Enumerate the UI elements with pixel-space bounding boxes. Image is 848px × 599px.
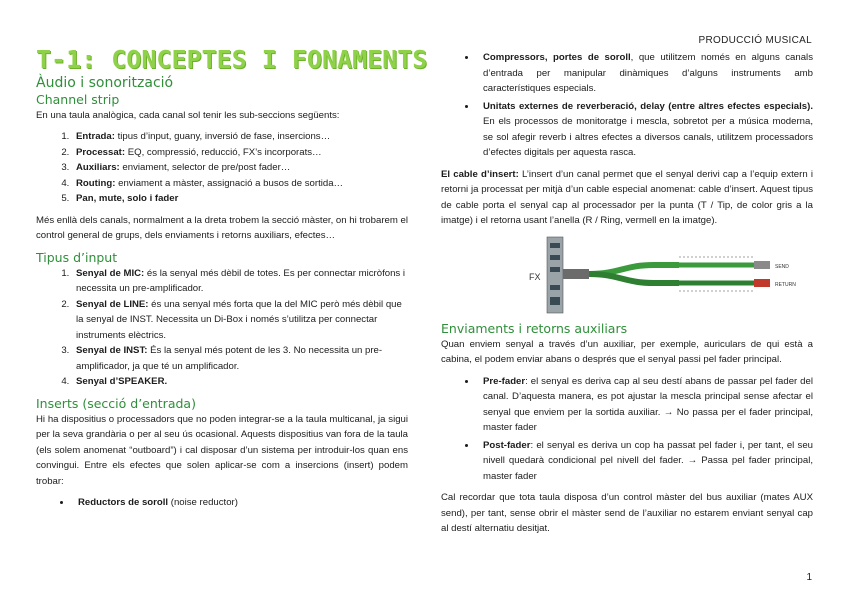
inserts-list-continued bbox=[441, 50, 813, 161]
item-text: EQ, compressió, reducció, FX’s incorporats… bbox=[125, 146, 322, 158]
list-item bbox=[72, 176, 408, 192]
item-text: : el senyal es deriva cap al seu destí abans de passar pel fader del canal. D’aquesta manera, es pot ajustar la mescla principal sense afectar el senyal que enviem per la sortida auxiliar. → No passa per el fader principal, master fader bbox=[483, 375, 813, 433]
heading-input-types: Tipus d’input bbox=[36, 249, 118, 265]
list-item bbox=[72, 191, 408, 207]
channel-intro: En una taula analògica, cada canal sol tenir les sub-seccions següents: bbox=[36, 109, 340, 121]
heading-audio: Àudio i sonorització bbox=[36, 74, 174, 91]
item-term: Routing: bbox=[76, 177, 116, 189]
mixer-knob bbox=[550, 267, 560, 272]
list-item bbox=[72, 129, 408, 145]
cable-text: L’insert d’un canal permet que el senyal derivi cap a l’equip extern i retorni ja processat per mitjà d’un cable especial anomenat: cable d’insert. Aquest tipus de cable porta el senyal cap al processador per la punta (T / Tip, de color gris a la imatge) i el retorna usant l’anella (R / Ring, vermell en la imatge). bbox=[441, 168, 813, 226]
fx-label: FX bbox=[529, 271, 541, 282]
item-term: Auxiliars: bbox=[76, 162, 120, 173]
input-list bbox=[36, 266, 408, 390]
heading-inserts: Inserts (secció d’entrada) bbox=[36, 395, 196, 411]
item-text: És la senyal més potent de les 3. No necessita un pre-amplificador, ja que té un amplificador. bbox=[76, 345, 383, 372]
item-term: Post-fader bbox=[483, 439, 531, 451]
item-text: : el senyal es deriva un cop ha passat pel fader i, per tant, el seu nivell quedarà condicional pel nivell del fader. → Passa pel fader principal, master fader bbox=[483, 439, 813, 482]
channel-list bbox=[36, 129, 408, 207]
item-text: enviament, selector de pre/post fader… bbox=[119, 162, 291, 173]
item-term: Senyal de LINE: bbox=[76, 298, 149, 310]
item-text: és una senyal més forta que la del MIC però més dèbil que la senyal de INST. Necessita un Di-Box i només s’utilitza per connectar instruments elèctrics. bbox=[76, 298, 402, 341]
insert-cable-figure bbox=[529, 235, 829, 315]
aux-list bbox=[441, 374, 813, 485]
return-label: RETURN bbox=[775, 281, 796, 288]
send-label: SEND bbox=[775, 263, 789, 270]
list-item bbox=[72, 374, 408, 390]
aux-intro: Quan enviem senyal a través d’un auxiliar, per exemple, auriculars de qui està a cabina, el podem enviar abans o després que el senyal passi pel fader principal. bbox=[441, 338, 813, 365]
item-term: Pan, mute, solo i fader bbox=[76, 193, 179, 204]
item-term: Reductors de soroll bbox=[78, 497, 169, 508]
item-text: , que utilitzem només en alguns canals d’entrada per manipular dinàmiques d’alguns instruments amb característiques especials. bbox=[483, 52, 813, 94]
list-item bbox=[72, 145, 408, 161]
insert-cable-paragraph bbox=[441, 167, 813, 229]
aux-outro: Cal recordar que tota taula disposa d’un control màster del bus auxiliar (mates AUX send), per tant, sense obrir el màster send de l’auxiliar no estarem enviant senyal cap al destí alternatiu desitjat. bbox=[441, 492, 813, 534]
item-text: (noise reductor) bbox=[168, 497, 238, 508]
insert-cable-diagram bbox=[529, 235, 829, 315]
heading-aux: Enviaments i retorns auxiliars bbox=[441, 320, 628, 336]
mixer-knob bbox=[550, 297, 560, 305]
item-term: Processat: bbox=[76, 146, 126, 158]
page-title: T-1: CONCEPTES I FONAMENTS bbox=[36, 45, 428, 74]
left-column bbox=[36, 45, 428, 517]
heading-channel-strip: Channel strip bbox=[36, 91, 120, 107]
list-item bbox=[477, 50, 813, 97]
send-plug bbox=[754, 261, 770, 269]
right-column bbox=[441, 50, 813, 543]
list-item bbox=[72, 266, 408, 297]
trs-plug bbox=[563, 269, 589, 279]
running-header: PRODUCCIÓ MUSICAL bbox=[698, 35, 812, 46]
item-term: Compressors, portes de soroll bbox=[483, 52, 631, 63]
item-text: és la senyal més dèbil de totes. Es per connectar micròfons i necessita un pre-amplificador. bbox=[76, 267, 406, 294]
item-term: Entrada: bbox=[76, 131, 115, 142]
list-item bbox=[477, 438, 813, 485]
item-text: tipus d’input, guany, inversió de fase, insercions… bbox=[114, 131, 331, 142]
list-item bbox=[72, 297, 408, 344]
list-item bbox=[477, 374, 813, 436]
mixer-knob bbox=[550, 255, 560, 260]
item-term: Pre-fader bbox=[483, 375, 526, 387]
page-number: 1 bbox=[806, 572, 812, 583]
return-cable bbox=[589, 274, 679, 283]
list-item bbox=[477, 99, 813, 161]
item-term: Unitats externes de reverberació, delay (entre altres efectes especials). bbox=[483, 100, 813, 112]
list-item bbox=[72, 495, 408, 511]
inserts-text: Hi ha dispositius o processadors que no poden integrar-se a la taula multicanal, ja sigui per la seva grandària o per al seu ús ocasional. Aquests dispositius van fora de la taula (els solem anomenat “outboard”) i cal disposar d’un sistema per introduir-los quan ens convingui. Entre els efectes que solen aplicar-se com a insercions (insert) podem trobar: bbox=[36, 413, 408, 487]
item-text: En els processos de monitoratge i mescla, sobretot per a música moderna, se sol afegir reverb i altres efectes a diversos canals, utilitzem processadors d’efectes digitals per aquesta rasca. bbox=[483, 116, 813, 158]
mixer-knob bbox=[550, 285, 560, 290]
item-text: enviament a màster, assignació a busos de sortida… bbox=[115, 177, 344, 189]
item-term: Senyal de INST: bbox=[76, 345, 148, 356]
mixer-knob bbox=[550, 243, 560, 248]
cable-term: El cable d’insert: bbox=[441, 168, 519, 180]
item-term: Senyal de MIC: bbox=[76, 267, 145, 279]
list-item bbox=[72, 343, 408, 374]
return-plug bbox=[754, 279, 770, 287]
item-term: Senyal d’SPEAKER. bbox=[76, 376, 168, 387]
list-item bbox=[72, 160, 408, 176]
channel-outro: Més enllà dels canals, normalment a la dreta trobem la secció màster, on hi trobarem el control general de grups, dels enviaments i retorns auxiliars, efectes… bbox=[36, 214, 408, 241]
inserts-list bbox=[36, 495, 408, 511]
